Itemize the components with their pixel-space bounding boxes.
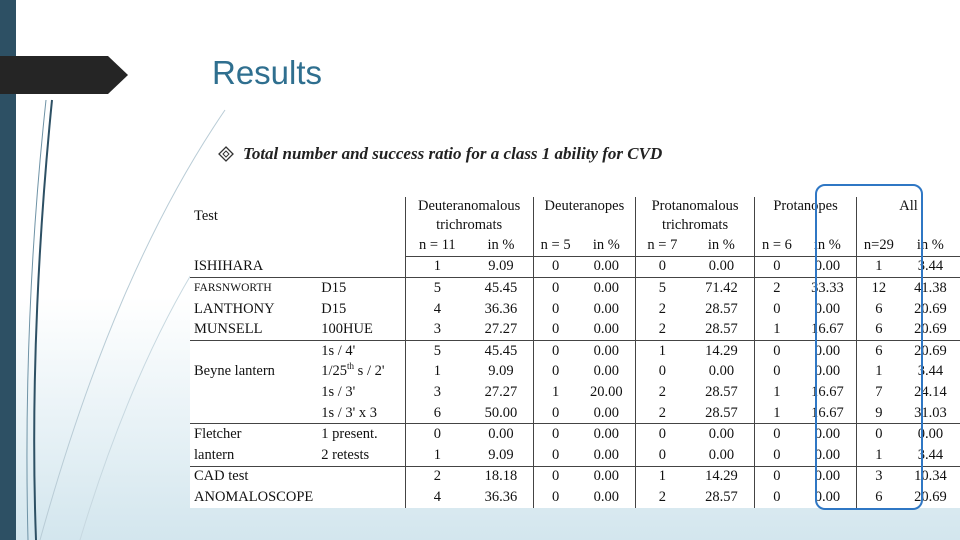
- table-row: [190, 487, 960, 508]
- percent-cell: 18.18: [469, 466, 533, 487]
- count-cell: 6: [857, 487, 901, 508]
- table-row: [190, 319, 960, 340]
- title-tab-shape: [0, 56, 128, 94]
- count-cell: 0: [755, 362, 799, 383]
- count-cell: 0: [533, 403, 577, 424]
- percent-cell: 0.00: [799, 340, 857, 361]
- row-test-name: [190, 382, 317, 403]
- percent-cell: 0.00: [593, 258, 620, 275]
- percent-cell: 10.34: [901, 466, 960, 487]
- subheader-cell: in %: [469, 235, 533, 256]
- percent-cell: 45.45: [469, 340, 533, 361]
- count-cell: 0: [405, 424, 469, 445]
- count-cell: 6: [405, 403, 469, 424]
- count-cell: 0: [636, 445, 689, 466]
- header-deuteranomalous: Deuteranomalous trichromats: [405, 197, 533, 235]
- table-row: [190, 278, 960, 299]
- row-test-name: [190, 340, 317, 361]
- percent-cell: 0.00: [578, 466, 636, 487]
- count-cell: 0: [636, 424, 689, 445]
- percent-cell: 0.00: [578, 340, 636, 361]
- subheader-cell: n = 11: [405, 235, 469, 256]
- row-test-variant: 1s / 3': [321, 383, 356, 400]
- subheader-cell: in %: [689, 235, 755, 256]
- row-test-name: lantern: [194, 446, 235, 463]
- count-cell: 0: [533, 256, 577, 278]
- percent-cell: 9.09: [488, 363, 514, 380]
- count-cell: 4: [405, 487, 469, 508]
- count-cell: 6: [857, 319, 901, 340]
- percent-cell: 45.45: [469, 278, 533, 299]
- percent-cell: 0.00: [901, 424, 960, 445]
- subheader-cell: n = 7: [636, 235, 689, 256]
- count-cell: 1: [405, 362, 469, 383]
- row-test-variant: [317, 256, 405, 278]
- page-title: Results: [212, 54, 323, 91]
- count-cell: 0: [636, 362, 689, 383]
- percent-cell: 41.38: [901, 278, 960, 299]
- count-cell: 0: [533, 487, 577, 508]
- percent-cell: 36.36: [484, 488, 518, 505]
- table-row: [190, 256, 960, 278]
- subheader-cell: in %: [799, 235, 857, 256]
- table-row: [190, 340, 960, 361]
- row-test-variant: 1 present.: [317, 424, 405, 445]
- percent-cell: 28.57: [705, 488, 738, 505]
- percent-cell: 71.42: [689, 278, 755, 299]
- table-row: [190, 424, 960, 445]
- count-cell: 4: [405, 299, 469, 320]
- count-cell: 0: [755, 445, 799, 466]
- row-test-variant: 1s / 4': [317, 340, 405, 361]
- count-cell: 2: [755, 278, 799, 299]
- subheader-cell: in %: [901, 235, 960, 256]
- percent-cell: 9.09: [488, 258, 514, 275]
- row-test-name: [190, 403, 317, 424]
- percent-cell: 0.00: [814, 300, 841, 317]
- percent-cell: 16.67: [811, 404, 844, 421]
- percent-cell: 28.57: [705, 321, 738, 338]
- count-cell: 5: [405, 340, 469, 361]
- table-row: [190, 403, 960, 424]
- percent-cell: 20.69: [914, 488, 947, 505]
- percent-cell: 27.27: [484, 383, 518, 400]
- table-row: [190, 362, 960, 383]
- count-cell: 0: [533, 445, 577, 466]
- count-cell: 1: [533, 382, 577, 403]
- count-cell: 2: [636, 382, 689, 403]
- count-cell: 9: [857, 403, 901, 424]
- percent-cell: 36.36: [484, 300, 518, 317]
- percent-cell: 20.69: [914, 300, 947, 317]
- diamond-outline-icon: [218, 146, 234, 162]
- percent-cell: 31.03: [914, 404, 947, 421]
- subheader-cell: n = 6: [755, 235, 799, 256]
- percent-cell: 0.00: [814, 488, 841, 505]
- count-cell: 1: [755, 319, 799, 340]
- row-test-variant: 1/25th s / 2': [321, 361, 385, 380]
- row-test-variant: 2 retests: [321, 446, 370, 463]
- percent-cell: 50.00: [484, 404, 518, 421]
- count-cell: 0: [533, 340, 577, 361]
- count-cell: 2: [636, 299, 689, 320]
- row-test-variant: 100HUE: [321, 321, 373, 338]
- count-cell: 1: [755, 382, 799, 403]
- count-cell: 2: [636, 487, 689, 508]
- row-test-variant: D15: [317, 278, 405, 299]
- count-cell: 1: [405, 256, 469, 278]
- count-cell: 0: [857, 424, 901, 445]
- header-test: Test: [194, 208, 218, 224]
- subheader-cell: n = 5: [533, 235, 577, 256]
- count-cell: 0: [533, 299, 577, 320]
- count-cell: 0: [755, 487, 799, 508]
- count-cell: 0: [533, 319, 577, 340]
- row-test-name: MUNSELL: [194, 321, 263, 338]
- percent-cell: 3.44: [917, 363, 944, 380]
- table-row: [190, 382, 960, 403]
- percent-cell: 0.00: [799, 466, 857, 487]
- count-cell: 1: [857, 362, 901, 383]
- subheader-cell: n=29: [857, 235, 901, 256]
- count-cell: 1: [857, 445, 901, 466]
- row-test-name: LANTHONY: [194, 300, 275, 317]
- count-cell: 5: [405, 278, 469, 299]
- table-row: [190, 466, 960, 487]
- row-test-variant: D15: [321, 300, 347, 317]
- percent-cell: 0.00: [814, 446, 841, 463]
- percent-cell: 3.44: [917, 446, 944, 463]
- percent-cell: 28.57: [705, 300, 738, 317]
- count-cell: 6: [857, 299, 901, 320]
- bullet-text: Total number and success ratio for a class 1 ability for CVD: [243, 144, 663, 163]
- count-cell: 0: [533, 362, 577, 383]
- count-cell: 0: [755, 340, 799, 361]
- percent-cell: 33.33: [799, 278, 857, 299]
- percent-cell: 0.00: [708, 446, 735, 463]
- percent-cell: 0.00: [814, 258, 841, 275]
- count-cell: 1: [857, 256, 901, 278]
- count-cell: 1: [405, 445, 469, 466]
- header-protanopes: Protanopes: [755, 197, 857, 235]
- percent-cell: 0.00: [689, 424, 755, 445]
- row-test-name: Fletcher: [190, 424, 317, 445]
- count-cell: 0: [755, 466, 799, 487]
- row-test-name: ISHIHARA: [194, 258, 264, 275]
- count-cell: 0: [636, 256, 689, 278]
- row-test-name: ANOMALOSCOPE: [194, 488, 314, 505]
- percent-cell: 3.44: [917, 258, 944, 275]
- header-all: All: [857, 197, 960, 235]
- percent-cell: 0.00: [708, 363, 735, 380]
- percent-cell: 16.67: [811, 383, 844, 400]
- count-cell: 1: [636, 340, 689, 361]
- count-cell: 0: [533, 278, 577, 299]
- subheader-cell: in %: [578, 235, 636, 256]
- percent-cell: 0.00: [593, 488, 620, 505]
- percent-cell: 20.69: [901, 340, 960, 361]
- count-cell: 0: [533, 466, 577, 487]
- percent-cell: 0.00: [593, 300, 620, 317]
- count-cell: 3: [857, 466, 901, 487]
- percent-cell: 20.00: [590, 383, 623, 400]
- table-row: [190, 445, 960, 466]
- percent-cell: 14.29: [689, 340, 755, 361]
- count-cell: 1: [636, 466, 689, 487]
- count-cell: 5: [636, 278, 689, 299]
- percent-cell: 0.00: [593, 321, 620, 338]
- results-table: [190, 197, 960, 508]
- count-cell: 3: [405, 319, 469, 340]
- table-row: [190, 299, 960, 320]
- percent-cell: 27.27: [484, 321, 518, 338]
- percent-cell: 0.00: [578, 278, 636, 299]
- header-deuteranopes: Deuteranopes: [533, 197, 635, 235]
- count-cell: 12: [857, 278, 901, 299]
- percent-cell: 0.00: [814, 363, 841, 380]
- bullet-point: [218, 144, 662, 164]
- percent-cell: 20.69: [914, 321, 947, 338]
- count-cell: 0: [533, 424, 577, 445]
- percent-cell: 0.00: [708, 258, 735, 275]
- row-test-name: Beyne lantern: [194, 363, 275, 380]
- count-cell: 0: [755, 299, 799, 320]
- count-cell: 2: [636, 403, 689, 424]
- count-cell: 6: [857, 340, 901, 361]
- table-body: [190, 256, 960, 508]
- row-test-variant: 1s / 3' x 3: [321, 404, 378, 421]
- percent-cell: 28.57: [705, 383, 738, 400]
- header-protanomalous: Protanomalous trichromats: [636, 197, 755, 235]
- percent-cell: 14.29: [689, 466, 755, 487]
- table-header-row: [190, 197, 960, 235]
- percent-cell: 24.14: [914, 383, 947, 400]
- row-test-name: FARSNWORTH: [190, 278, 317, 299]
- percent-cell: 0.00: [799, 424, 857, 445]
- count-cell: 2: [636, 319, 689, 340]
- percent-cell: 0.00: [593, 363, 620, 380]
- count-cell: 1: [755, 403, 799, 424]
- count-cell: 0: [755, 424, 799, 445]
- percent-cell: 0.00: [593, 446, 620, 463]
- percent-cell: 0.00: [593, 404, 620, 421]
- count-cell: 0: [755, 256, 799, 278]
- percent-cell: 0.00: [578, 424, 636, 445]
- percent-cell: 9.09: [488, 446, 514, 463]
- count-cell: 7: [857, 382, 901, 403]
- percent-cell: 16.67: [811, 321, 844, 338]
- percent-cell: 28.57: [705, 404, 738, 421]
- row-test-name: CAD test: [190, 466, 317, 487]
- row-test-variant: [317, 466, 405, 487]
- count-cell: 3: [405, 382, 469, 403]
- row-test-variant: [317, 487, 405, 508]
- count-cell: 2: [405, 466, 469, 487]
- percent-cell: 0.00: [469, 424, 533, 445]
